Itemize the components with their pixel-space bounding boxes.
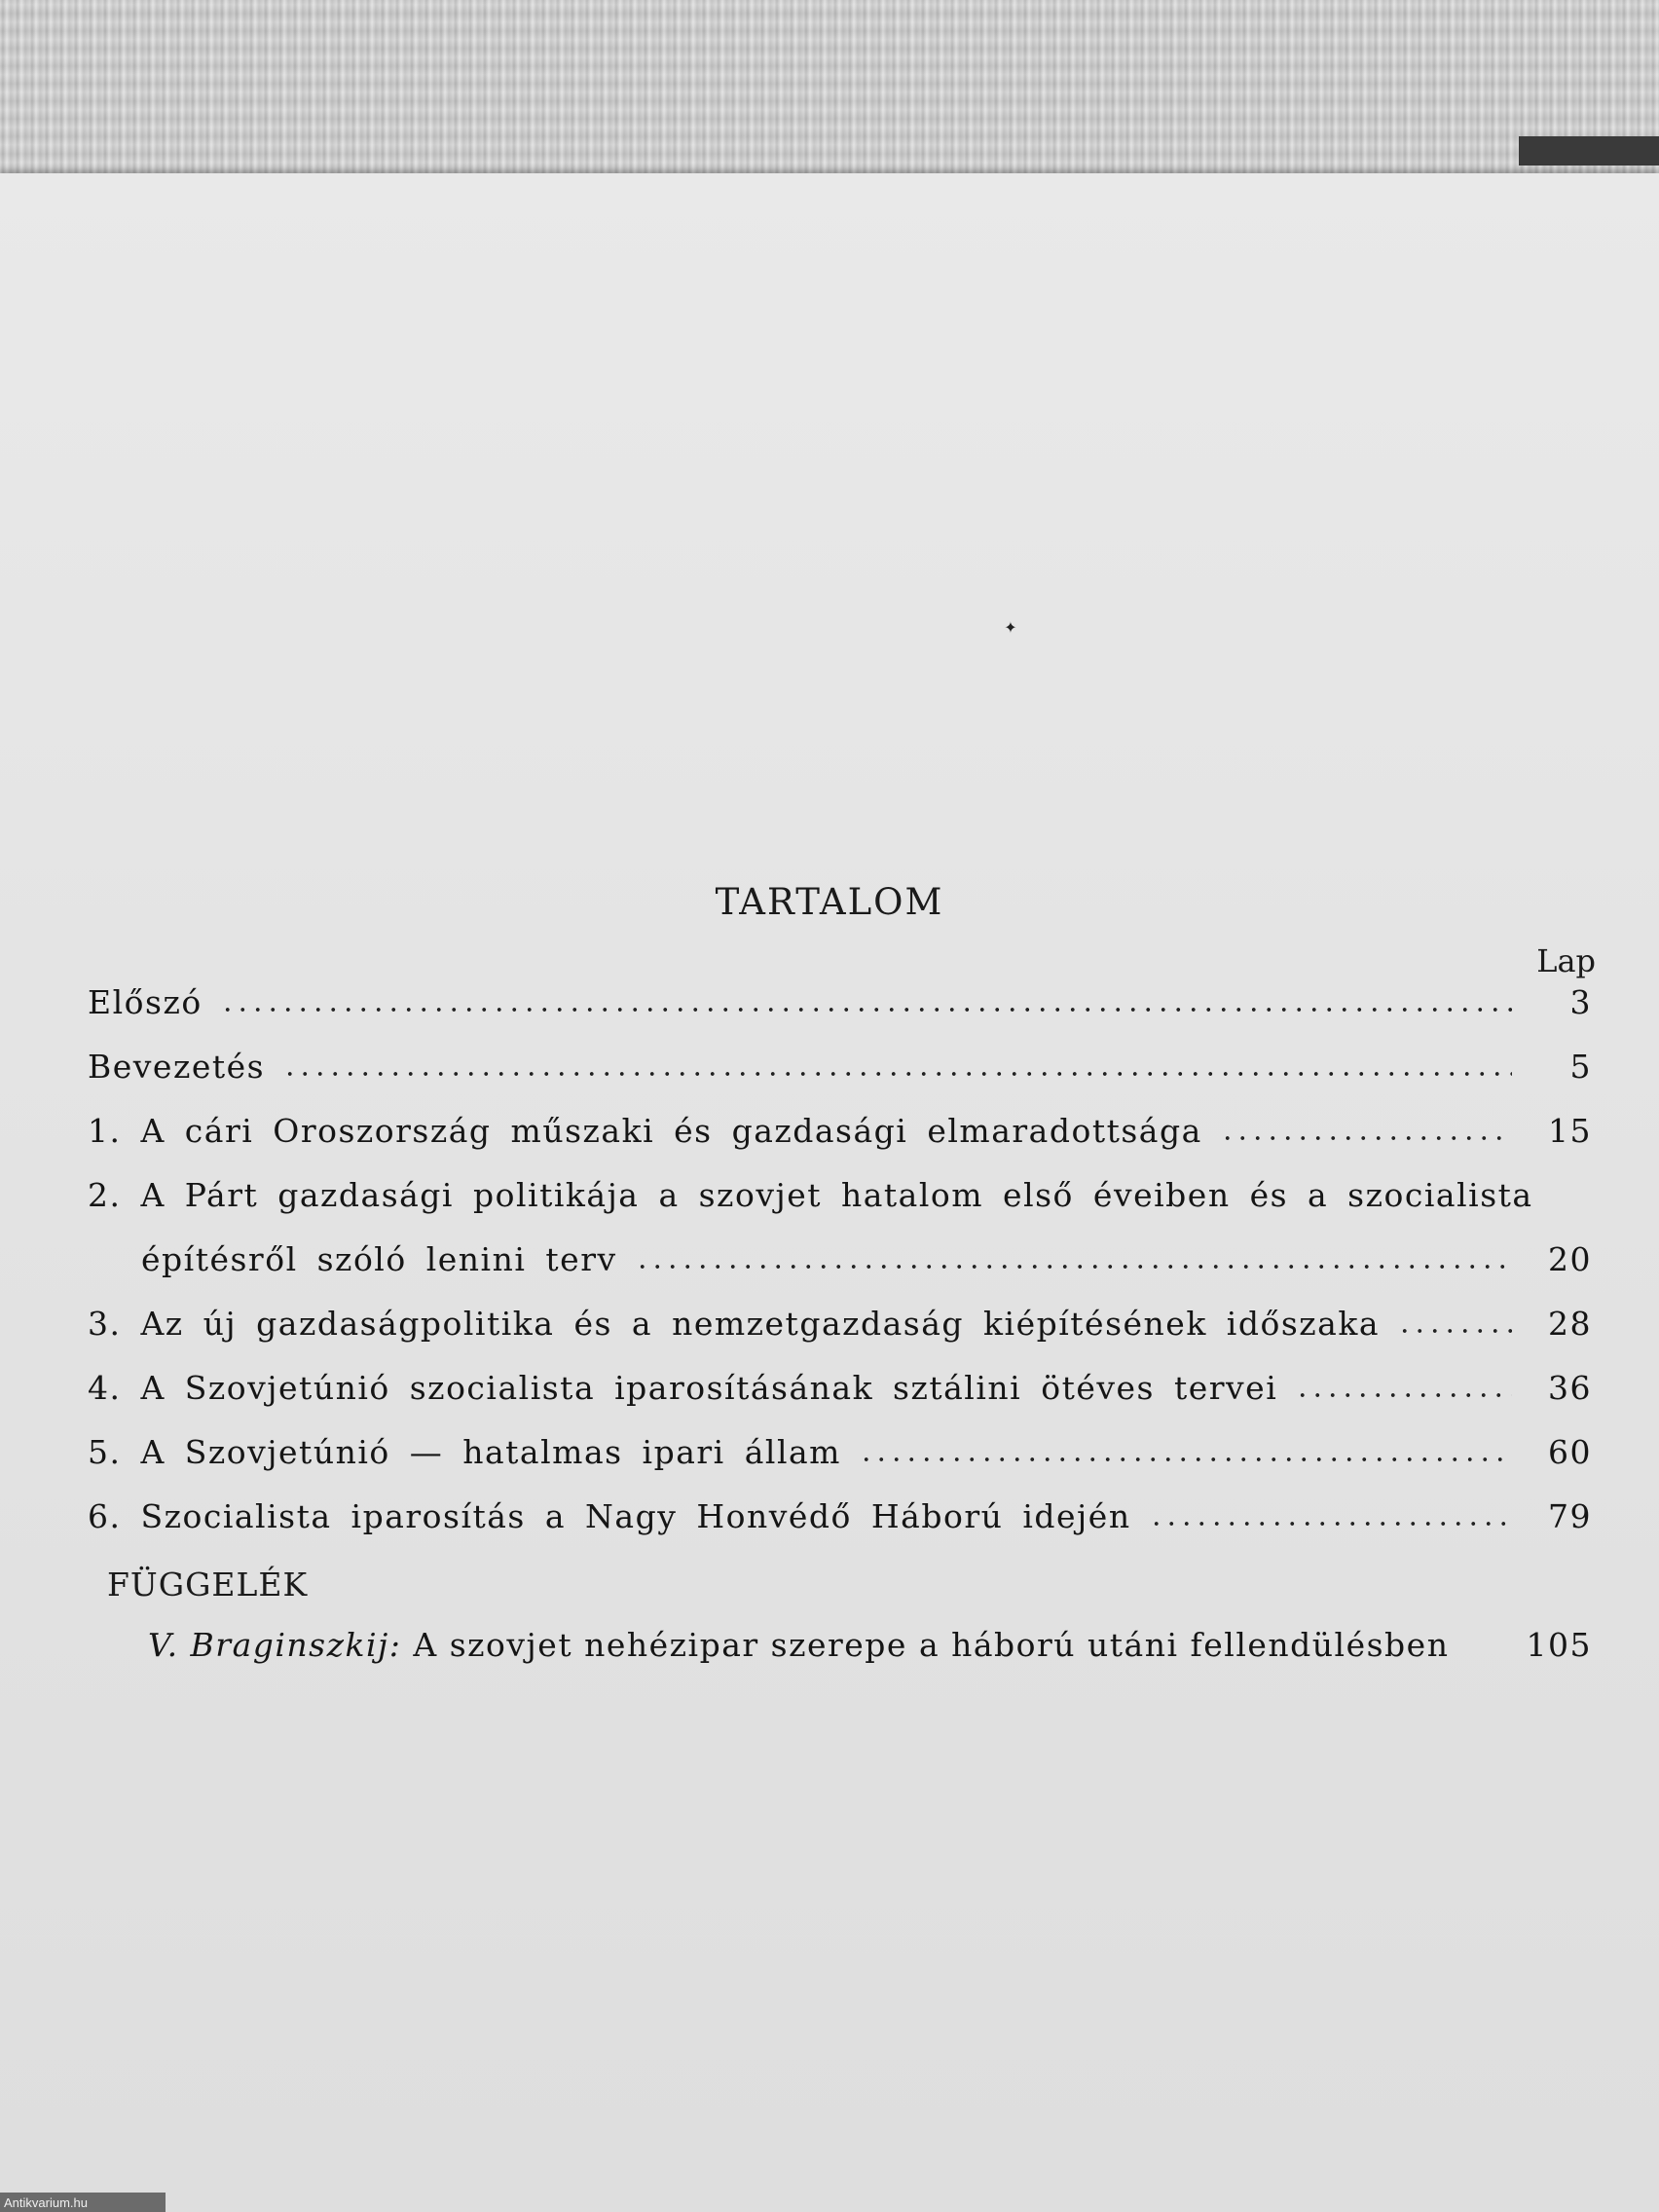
toc-page-number: 3	[1569, 983, 1592, 1021]
toc-entry-chapter-6[interactable]	[88, 1497, 1592, 1562]
appendix-heading: FÜGGELÉK	[107, 1566, 309, 1604]
toc-page-number: 60	[1548, 1433, 1592, 1471]
toc-entry-introduction[interactable]	[88, 1048, 1592, 1112]
dot-leader	[1397, 1315, 1512, 1335]
appendix-title: A szovjet nehézipar szerepe a háború utáni fellendülésben	[413, 1626, 1450, 1664]
page-title: TARTALOM	[715, 881, 944, 923]
toc-entry-text: Bevezetés	[88, 1048, 266, 1086]
dot-leader	[220, 994, 1512, 1014]
book-cover-edge	[1519, 136, 1659, 166]
toc-entry-text: 1. A cári Oroszország műszaki és gazdasági elmaradottsága	[88, 1112, 1202, 1150]
toc-entry-chapter-1[interactable]	[88, 1112, 1592, 1176]
toc-page-number: 36	[1548, 1369, 1592, 1407]
dot-leader	[1220, 1123, 1512, 1142]
toc-entry-text: 2. A Párt gazdasági politikája a szovjet hatalom első éveiben és a szocialista	[88, 1176, 1533, 1214]
ink-speck: ✦	[1004, 618, 1017, 637]
appendix-entry	[148, 1626, 1449, 1664]
watermark-logo	[0, 2193, 166, 2212]
watermark-text: Antikvarium.hu	[4, 2195, 88, 2210]
toc-entry-foreword[interactable]	[88, 983, 1592, 1048]
toc-entry-text: 4. A Szovjetúnió szocialista iparosításának sztálini ötéves tervei	[88, 1369, 1278, 1407]
toc-entry-chapter-5[interactable]	[88, 1433, 1592, 1497]
toc-page-number: 5	[1569, 1048, 1592, 1086]
toc-entry-chapter-2[interactable]	[88, 1176, 1592, 1240]
toc-entry-text: Előszó	[88, 983, 203, 1021]
toc-page-number: 28	[1548, 1305, 1592, 1343]
toc-entry-text: építésről szóló lenini terv	[141, 1240, 617, 1278]
toc-page-number: 20	[1548, 1240, 1592, 1278]
appendix-author: V. Braginszkij:	[148, 1626, 402, 1664]
toc-entry-chapter-3[interactable]	[88, 1305, 1592, 1369]
toc-entry-text: 5. A Szovjetúnió — hatalmas ipari állam	[88, 1433, 841, 1471]
dot-leader	[282, 1058, 1512, 1078]
table-of-contents	[88, 983, 1592, 1562]
toc-page-number: 79	[1548, 1497, 1592, 1535]
background-fabric	[0, 0, 1659, 180]
toc-entry-chapter-4[interactable]	[88, 1369, 1592, 1433]
toc-page-number: 105	[1526, 1626, 1592, 1664]
toc-entry-chapter-2-continued[interactable]	[88, 1240, 1592, 1305]
toc-entry-text: 3. Az új gazdaságpolitika és a nemzetgazdaság kiépítésének időszaka	[88, 1305, 1381, 1343]
toc-entry-text: 6. Szocialista iparosítás a Nagy Honvédő Háború idején	[88, 1497, 1131, 1535]
dot-leader	[1295, 1380, 1512, 1399]
dot-leader	[1149, 1508, 1512, 1528]
dot-leader	[859, 1444, 1512, 1463]
page-column-label: Lap	[1536, 942, 1596, 979]
dot-leader	[635, 1251, 1512, 1271]
toc-page-number: 15	[1548, 1112, 1592, 1150]
toc-entry-appendix[interactable]	[148, 1626, 1592, 1664]
